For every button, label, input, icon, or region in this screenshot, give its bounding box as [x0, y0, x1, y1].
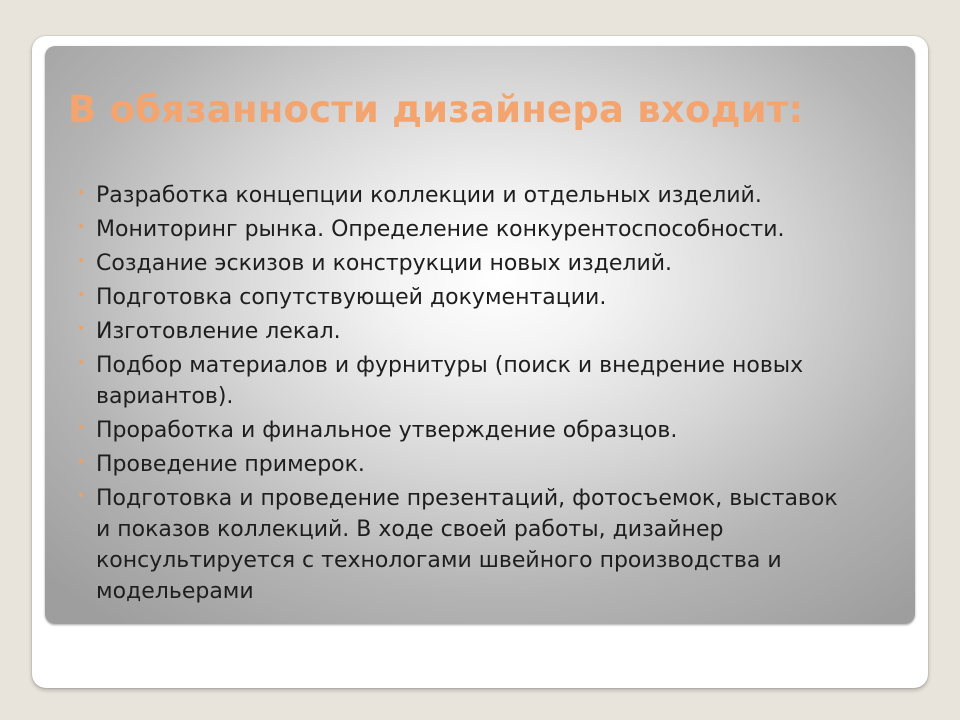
list-item [74, 248, 854, 279]
bullet-icon: • [77, 287, 86, 303]
bullet-icon: • [77, 420, 86, 436]
list-item-text: Создание эскизов и конструкции новых изделий. [96, 251, 673, 276]
list-item [74, 449, 854, 480]
list-item-text: Изготовление лекал. [96, 319, 341, 344]
list-item-text: Проработка и финальное утверждение образцов. [96, 418, 678, 443]
list-item [74, 415, 854, 446]
list-item-text: Разработка концепции коллекции и отдельных изделий. [96, 183, 762, 208]
bullet-icon: • [77, 355, 86, 371]
bullet-icon: • [77, 253, 86, 269]
list-item [74, 316, 854, 347]
bullet-icon: • [77, 185, 86, 201]
list-item-text: Подготовка и проведение презентаций, фотосъемок, выставок и показов коллекций. В ходе своей работы, дизайнер консультируется с технологами швейного производства и модельерами [96, 486, 838, 604]
list-item-text: Подбор материалов и фурнитуры (поиск и внедрение новых вариантов). [96, 353, 804, 409]
list-item-text: Подготовка сопутствующей документации. [96, 285, 607, 310]
bullet-list [74, 180, 854, 610]
list-item [74, 483, 854, 607]
list-item-text: Проведение примерок. [96, 452, 365, 477]
list-item [74, 350, 854, 412]
bullet-icon: • [77, 454, 86, 470]
list-item [74, 180, 854, 211]
list-item-text: Мониторинг рынка. Определение конкурентоспособности. [96, 217, 785, 242]
bullet-icon: • [77, 321, 86, 337]
bullet-icon: • [77, 488, 86, 504]
list-item [74, 214, 854, 245]
slide-title: В обязанности дизайнера входит: [68, 88, 804, 131]
list-item [74, 282, 854, 313]
bullet-icon: • [77, 219, 86, 235]
